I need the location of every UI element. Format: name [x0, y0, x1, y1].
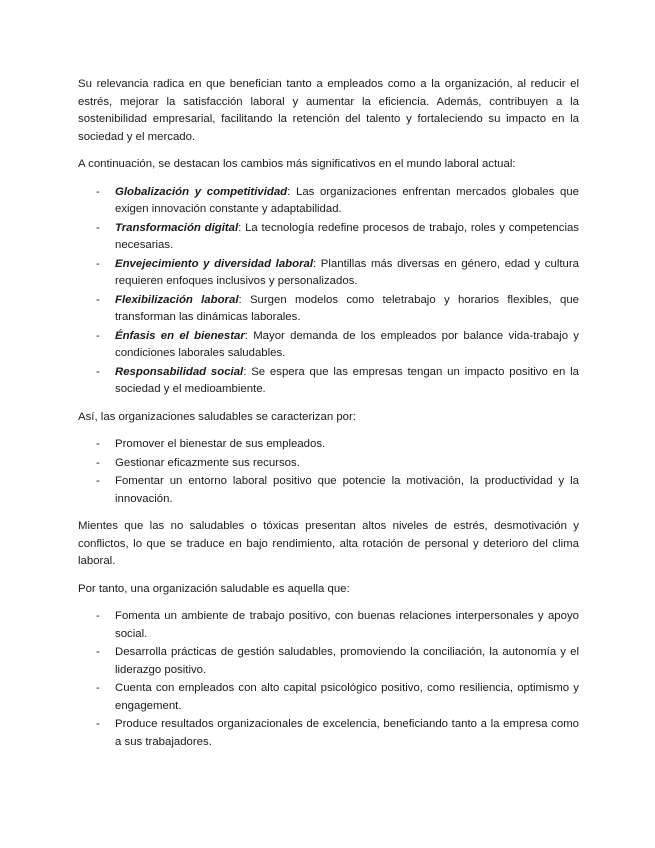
list-item — [78, 644, 579, 679]
list-item-text: : Plantillas más diversas en género, edad y cultura requieren enfoques inclusivos y personalizados. — [115, 257, 579, 287]
list-item — [78, 256, 579, 291]
list-item — [78, 716, 579, 751]
list-item-text: Promover el bienestar de sus empleados. — [115, 438, 326, 450]
dash-bullet: - — [96, 682, 100, 694]
list-item-text: Fomentar un entorno laboral positivo que potencie la motivación, la productividad y la innovación. — [115, 475, 579, 505]
dash-bullet: - — [96, 365, 100, 378]
list-item-term: Énfasis en el bienestar — [115, 329, 245, 342]
list-item-text: Fomenta un ambiente de trabajo positivo, con buenas relaciones interpersonales y apoyo social. — [115, 610, 579, 640]
paragraph-relevance: Su relevancia radica en que benefician tanto a empleados como a la organización, al reducir el estrés, mejorar la satisfacción laboral y aumentar la eficiencia. Además, contribuyen a la sostenibilidad empresarial, facilitando la retención del talento y fortaleciendo su impacto en la sociedad y el mercado. — [78, 78, 579, 143]
dash-bullet: - — [96, 221, 100, 234]
paragraph-features-intro: Así, las organizaciones saludables se caracterizan por: — [78, 410, 356, 423]
list-item — [78, 680, 579, 715]
changes-list — [78, 184, 579, 399]
list-item — [78, 328, 579, 363]
dash-bullet: - — [96, 329, 100, 342]
list-item — [78, 436, 579, 454]
dash-bullet: - — [96, 718, 100, 730]
list-item — [78, 220, 579, 255]
list-item — [78, 364, 579, 399]
list-item-text: Gestionar eficazmente sus recursos. — [115, 456, 300, 469]
list-item-text: : Se espera que las empresas tengan un impacto positivo en la sociedad y el medioambiente. — [115, 365, 579, 395]
list-item — [78, 473, 579, 508]
list-item — [78, 608, 579, 643]
list-item — [78, 455, 579, 473]
paragraph-definition-intro: Por tanto, una organización saludable es aquella que: — [78, 582, 350, 595]
dash-bullet: - — [96, 257, 100, 270]
list-item-text: Desarrolla prácticas de gestión saludables, promoviendo la conciliación, la autonomía y el liderazgo positivo. — [115, 646, 579, 676]
dash-bullet: - — [96, 646, 100, 658]
dash-bullet: - — [96, 610, 100, 622]
dash-bullet: - — [96, 293, 100, 306]
document-page — [78, 76, 579, 761]
list-item-term: Transformación digital — [115, 221, 239, 234]
list-item-term: Flexibilización laboral — [115, 293, 239, 306]
list-item-term: Responsabilidad social — [115, 365, 244, 378]
features-list — [78, 436, 579, 508]
list-item — [78, 292, 579, 327]
list-item-text: : Mayor demanda de los empleados por balance vida-trabajo y condiciones laborales saludables. — [115, 329, 580, 359]
paragraph-changes-intro: A continuación, se destacan los cambios más significativos en el mundo laboral actual: — [78, 158, 516, 170]
definition-list — [78, 608, 579, 751]
list-item-text: : Surgen modelos como teletrabajo y horarios flexibles, que transforman las dinámicas laborales. — [115, 293, 579, 323]
list-item-term: Envejecimiento y diversidad laboral — [115, 257, 314, 270]
list-item-text: Produce resultados organizacionales de excelencia, beneficiando tanto a la empresa como a sus trabajadores. — [115, 718, 579, 748]
dash-bullet: - — [96, 185, 100, 198]
list-item — [78, 184, 579, 219]
list-item-text: Cuenta con empleados con alto capital psicológico positivo, como resiliencia, optimismo y engagement. — [115, 682, 579, 712]
list-item-text: : La tecnología redefine procesos de trabajo, roles y competencias necesarias. — [115, 221, 580, 251]
dash-bullet: - — [96, 438, 100, 450]
paragraph-toxic-organizations: Mientes que las no saludables o tóxicas presentan altos niveles de estrés, desmotivación y conflictos, lo que se traduce en bajo rendimiento, alta rotación de personal y deterioro del clima laboral. — [78, 520, 579, 567]
dash-bullet: - — [96, 475, 100, 487]
list-item-text: : Las organizaciones enfrentan mercados globales que exigen innovación constante y adaptabilidad. — [115, 185, 579, 215]
dash-bullet: - — [96, 456, 100, 469]
list-item-term: Globalización y competitividad — [115, 185, 288, 198]
